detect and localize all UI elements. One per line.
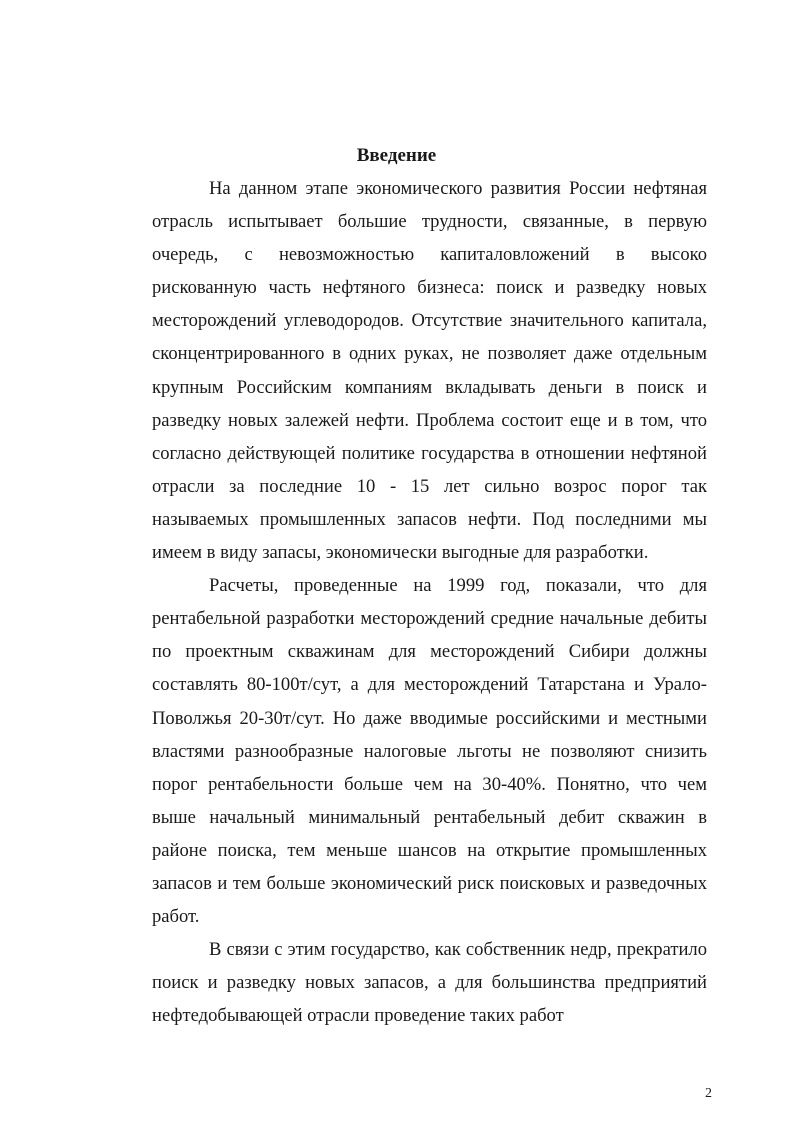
document-body bbox=[152, 172, 707, 1032]
paragraph-3: В связи с этим государство, как собственник недр, прекратило поиск и разведку новых запасов, а для большинства предприятий нефтедобывающей отрасли проведение таких работ bbox=[152, 939, 707, 1027]
page-number: 2 bbox=[705, 1086, 712, 1101]
page-title: Введение bbox=[356, 145, 437, 166]
paragraph-2: Расчеты, проведенные на 1999 год, показали, что для рентабельной разработки месторождений средние начальные дебиты по проектным скважинам для месторождений Сибири должны составлять 80-100т/сут, а для месторождений Татарстана и Урало-Поволжья 20-30т/сут. Но даже вводимые российскими и местными властями разнообразные налоговые льготы не позволяют снизить порог рентабельности больше чем на 30-40%. Понятно, что чем выше начальный минимальный рентабельный дебит скважин в районе поиска, тем меньше шансов на открытие промышленных запасов и тем больше экономический риск поисковых и разведочных работ. bbox=[152, 575, 707, 928]
paragraph-1: На данном этапе экономического развития России нефтяная отрасль испытывает большие трудности, связанные, в первую очередь, с невозможностью капиталовложений в высоко рискованную часть нефтяного бизнеса: поиск и разведку новых месторождений углеводородов. Отсутствие значительного капитала, сконцентрированного в одних руках, не позволяет даже отдельным крупным Российским компаниям вкладывать деньги в поиск и разведку новых залежей нефти. Проблема состоит еще и в том, что согласно действующей политике государства в отношении нефтяной отрасли за последние 10 - 15 лет сильно возрос порог так называемых промышленных запасов нефти. Под последними мы имеем в виду запасы, экономически выгодные для разработки. bbox=[152, 178, 707, 564]
